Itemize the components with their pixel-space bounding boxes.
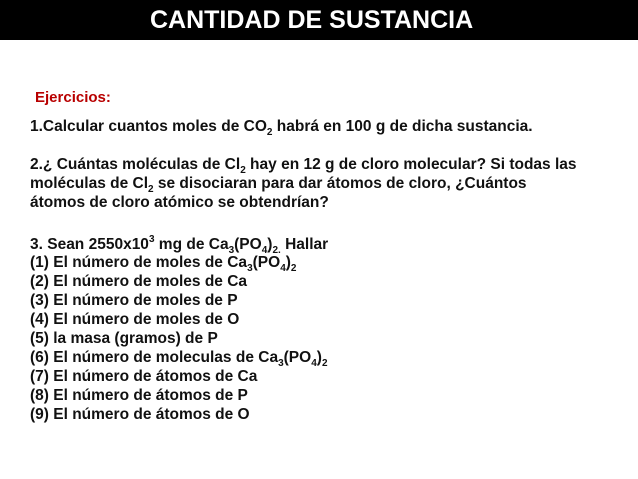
exercise-2-line-3: átomos de cloro atómico se obtendrían? [30, 194, 329, 211]
page-title: CANTIDAD DE SUSTANCIA [150, 6, 474, 34]
exercise-2-line-1: 2.¿ Cuántas moléculas de $Cl_2$ hay en 12 g de cloro molecular? Si todas las [30, 156, 577, 176]
exercise-1: 1.Calcular cuantos moles de $CO_2$ habrá en 100 g de dicha sustancia. [30, 118, 533, 138]
exercise-3-item-6: (6) El número de moleculas de $Ca_3(PO_4)_2$ [30, 349, 328, 369]
exercises-heading: Ejercicios: [35, 89, 111, 106]
exercise-3-item-1: (1) El número de moles de $Ca_3(PO_4)_2$ [30, 254, 297, 274]
exercise-2-line-2: moléculas de $Cl_2$ se disociaran para dar átomos de cloro, ¿Cuántos [30, 175, 527, 195]
exercise-3-item-3: (3) El número de moles de P [30, 292, 238, 309]
exercise-3-item-5: (5) la masa (gramos) de P [30, 330, 218, 347]
exercise-3-item-9: (9) El número de átomos de O [30, 406, 250, 423]
exercise-3-item-8: (8) El número de átomos de P [30, 387, 248, 404]
exercise-3-item-2: (2) El número de moles de Ca [30, 273, 248, 290]
exercise-3-item-4: (4) El número de moles de O [30, 311, 240, 328]
exercise-3-heading: 3. Sean $2550x10^3$ mg de $Ca_3(PO_4)_{2.}$ Hallar [30, 234, 329, 256]
exercise-3-item-7: (7) El número de átomos de Ca [30, 368, 258, 385]
title-bar [0, 0, 638, 40]
